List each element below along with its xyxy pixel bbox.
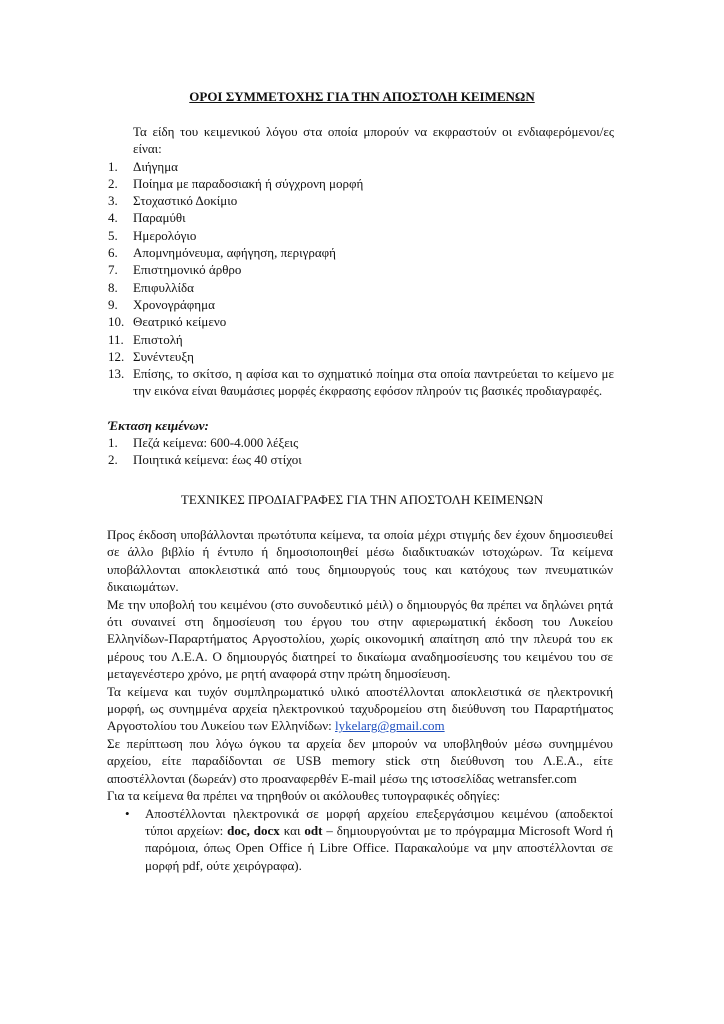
list-item: 12. Συνέντευξη — [108, 348, 194, 364]
list-item: • Αποστέλλονται ηλεκτρονικά σε μορφή αρχείου επεξεργάσιμου κειμένου (αποδεκτοί τύποι αρχείων: doc, docx και odt – δημιουργούνται με το πρόγραμμα Microsoft Word ή παρόμοια, όπως Open Office ή Libre Office. Παρακαλούμε να μην αποστέλλονται σε μορφή pdf, ούτε χειρόγραφα). — [125, 805, 614, 873]
list-item: 6. Απομνημόνευμα, αφήγηση, περιγραφή — [108, 245, 336, 261]
technical-specs-section — [107, 526, 613, 874]
genres-list — [108, 158, 614, 400]
paragraph-originality: Προς έκδοση υποβάλλονται πρωτότυπα κείμενα, τα οποία μέχρι στιγμής δεν έχουν δημοσιευθεί σε άλλο βιβλίο ή έντυπο ή δημοσιοποιηθεί μέσω διαδικτυακών ιστοχώρων. Τα κείμενα υποβάλλονται αποκλειστικά από τους δημιουργούς τους και κατόχους των πνευματικών δικαιωμάτων. — [107, 527, 613, 595]
paragraph-typography-intro: Για τα κείμενα θα πρέπει να τηρηθούν οι ακόλουθες τυπογραφικές οδηγίες: — [107, 788, 501, 804]
list-item: 1. Διήγημα — [108, 158, 178, 174]
intro-text: Τα είδη του κειμενικού λόγου στα οποία μπορούν να εκφραστούν οι ενδιαφερόμενοι/ες είναι: — [133, 124, 614, 157]
list-item: 13. Επίσης, το σκίτσο, η αφίσα και το σχηματικό ποίημα στα οποία παντρεύεται το κείμενο με την εικόνα είναι θαυμάσιες μορφές έκφρασης εφόσον πληρούν τις βασικές προδιαγραφές. — [108, 366, 614, 399]
list-item: 2. Ποίημα με παραδοσιακή ή σύγχρονη μορφή — [108, 175, 364, 191]
bullet-icon: • — [125, 805, 130, 821]
list-item: 7. Επιστημονικό άρθρο — [108, 262, 242, 278]
list-item: 2. Ποιητικά κείμενα: έως 40 στίχοι — [108, 452, 302, 468]
technical-specs-heading: ΤΕΧΝΙΚΕΣ ΠΡΟΔΙΑΓΡΑΦΕΣ ΓΙΑ ΤΗΝ ΑΠΟΣΤΟΛΗ ΚΕΙΜΕΝΩΝ — [180, 492, 544, 507]
paragraph-submission: Τα κείμενα και τυχόν συμπληρωματικό υλικό αποστέλλονται αποκλειστικά σε ηλεκτρονική μορφή, ως συνημμένα αρχεία ηλεκτρονικού ταχυδρομείου στη διεύθυνση του Παραρτήματος Αργοστολίου του Λυκείου των Ελληνίδων: lykelarg@gmail.com — [107, 683, 613, 734]
paragraph-consent: Με την υποβολή του κειμένου (στο συνοδευτικό μέιλ) ο δημιουργός θα πρέπει να δηλώνει ρητά ότι συναινεί στη δημοσίευση του έργου του στην αφιερωματική έκδοση του Λυκείου Ελληνίδων-Παραρτήματος Αργοστολίου, χωρίς οικονομική απαίτηση από την πλευρά του εκ μέρους του Λ.Ε.Α. Ο δημιουργός διατηρεί το δικαίωμα αναδημοσίευσης του κειμένου του σε μεταγενέστερο χρόνο, με ρητή αναφορά στην πρώτη δημοσίευση. — [107, 596, 613, 682]
email-link[interactable]: lykelarg@gmail.com — [335, 718, 445, 734]
participation-terms-section — [108, 123, 614, 469]
list-item: 9. Χρονογράφημα — [108, 296, 215, 312]
paragraph-large-files: Σε περίπτωση που λόγω όγκου τα αρχεία δεν μπορούν να υποβληθούν μέσω συνημμένου αρχείου, είτε παραδίδονται σε USB memory stick στη διεύθυνση του Λ.Ε.Α., είτε αποστέλλονται (δωρεάν) στο προαναφερθέν E-mail μέσω της ιστοσελίδας wetransfer.com — [107, 735, 613, 786]
list-item: 5. Ημερολόγιο — [108, 227, 197, 243]
list-item: 8. Επιφυλλίδα — [108, 279, 194, 295]
extent-list — [108, 434, 614, 469]
list-item: 1. Πεζά κείμενα: 600-4.000 λέξεις — [108, 435, 299, 451]
page-title: ΟΡΟΙ ΣΥΜΜΕΤΟΧΗΣ ΓΙΑ ΤΗΝ ΑΠΟΣΤΟΛΗ ΚΕΙΜΕΝΩΝ — [189, 89, 535, 104]
list-item: 11. Επιστολή — [108, 331, 183, 347]
extent-heading: Έκταση κειμένων: — [108, 417, 209, 433]
typography-rules-list — [107, 805, 613, 875]
list-item: 3. Στοχαστικό Δοκίμιο — [108, 193, 238, 209]
list-item: 4. Παραμύθι — [108, 210, 186, 226]
list-item: 10. Θεατρικό κείμενο — [108, 314, 227, 330]
